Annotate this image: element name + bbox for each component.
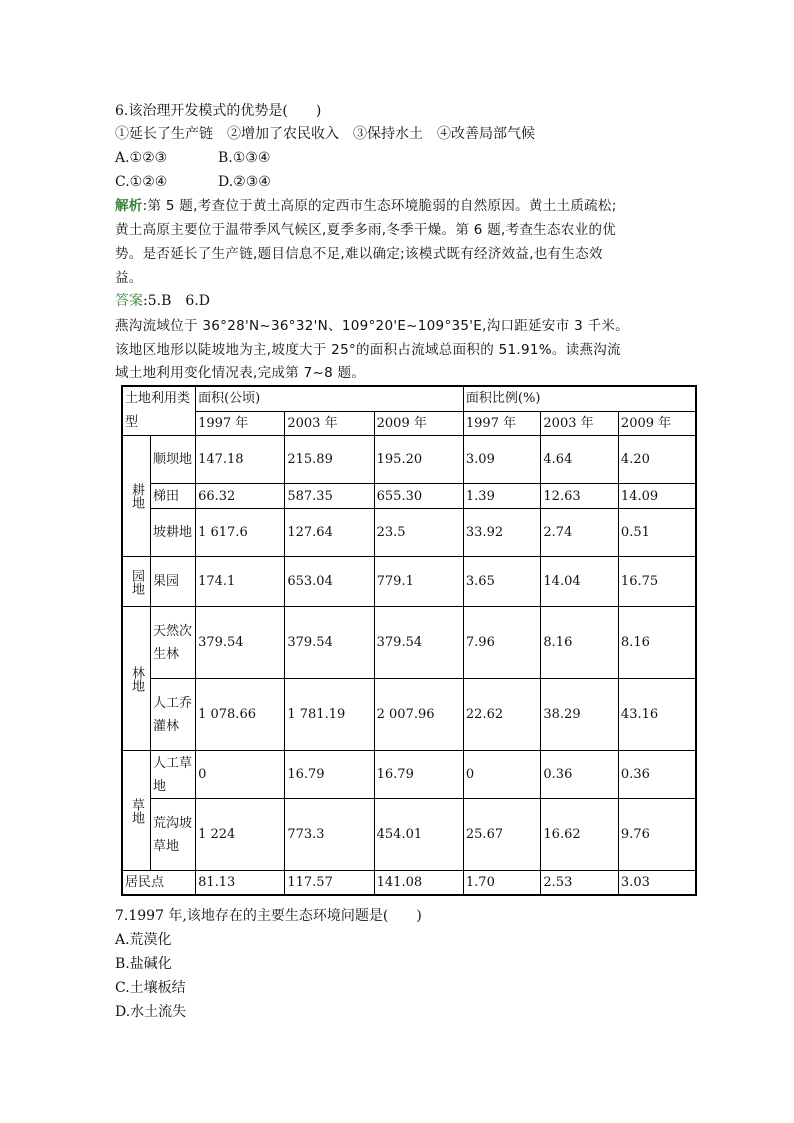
subtype-cell: 梯田 <box>151 484 196 509</box>
value-cell: 147.18 <box>196 436 285 484</box>
header-land-type: 土地利用类型 <box>122 386 196 436</box>
answer-label: 答案 <box>115 293 143 309</box>
subtype-cell: 顺坝地 <box>151 436 196 484</box>
subtype-cell: 果园 <box>151 557 196 607</box>
subtype-cell: 坡耕地 <box>151 509 196 557</box>
value-cell: 0.36 <box>541 751 619 799</box>
value-cell: 0.51 <box>618 509 696 557</box>
value-cell: 653.04 <box>285 557 374 607</box>
value-cell: 0 <box>196 751 285 799</box>
explanation-line-2: 黄土高原主要位于温带季风气候区,夏季多雨,冬季干燥。第 6 题,考查生态农业的优 <box>115 222 617 238</box>
subtype-cell: 人工乔灌林 <box>151 679 196 751</box>
value-cell: 33.92 <box>463 509 541 557</box>
subtype-cell: 荒沟坡草地 <box>151 799 196 871</box>
value-cell: 16.79 <box>285 751 374 799</box>
value-cell: 2.74 <box>541 509 619 557</box>
intro-line-2: 该地区地形以陡坡地为主,坡度大于 25°的面积占流域总面积的 51.91%。读燕沟流 <box>115 342 621 358</box>
intro-line-3: 域土地利用变化情况表,完成第 7~8 题。 <box>115 365 366 381</box>
value-cell: 1 078.66 <box>196 679 285 751</box>
value-cell: 4.64 <box>541 436 619 484</box>
value-cell: 1 224 <box>196 799 285 871</box>
value-cell: 12.63 <box>541 484 619 509</box>
value-cell: 779.1 <box>374 557 463 607</box>
answer-text: :5.B 6.D <box>143 293 210 309</box>
q7-option-c: C.土壤板结 <box>115 980 186 996</box>
answer-line <box>115 291 210 311</box>
q6-items: ①延长了生产链 ②增加了农民收入 ③保持水土 ④改善局部气候 <box>115 126 535 142</box>
value-cell: 25.67 <box>463 799 541 871</box>
value-cell: 8.16 <box>618 607 696 679</box>
value-cell: 16.75 <box>618 557 696 607</box>
value-cell: 16.62 <box>541 799 619 871</box>
value-cell: 43.16 <box>618 679 696 751</box>
value-cell: 379.54 <box>285 607 374 679</box>
value-cell: 0 <box>463 751 541 799</box>
q7-option-a: A.荒漠化 <box>115 932 172 948</box>
q6-option-b: B.①③④ <box>218 150 271 166</box>
value-cell: 14.04 <box>541 557 619 607</box>
header-ratio: 面积比例(%) <box>463 386 696 411</box>
explanation-label: 解析 <box>115 198 143 214</box>
explanation-line-1 <box>115 194 617 218</box>
value-cell: 2 007.96 <box>374 679 463 751</box>
q6-stem: 6.该治理开发模式的优势是( ) <box>115 103 322 119</box>
value-cell: 773.3 <box>285 799 374 871</box>
explanation-line-4: 益。 <box>115 270 143 286</box>
value-cell: 3.09 <box>463 436 541 484</box>
subtype-cell: 人工草地 <box>151 751 196 799</box>
value-cell: 141.08 <box>374 871 463 896</box>
value-cell: 4.20 <box>618 436 696 484</box>
value-cell: 8.16 <box>541 607 619 679</box>
value-cell: 1.39 <box>463 484 541 509</box>
year-header: 1997 年 <box>463 411 541 436</box>
header-area: 面积(公顷) <box>196 386 464 411</box>
value-cell: 22.62 <box>463 679 541 751</box>
value-cell: 379.54 <box>374 607 463 679</box>
q6-option-d: D.②③④ <box>218 174 271 190</box>
q7-option-d: D.水土流失 <box>115 1004 187 1020</box>
year-header: 2009 年 <box>374 411 463 436</box>
value-cell: 215.89 <box>285 436 374 484</box>
value-cell: 14.09 <box>618 484 696 509</box>
value-cell: 454.01 <box>374 799 463 871</box>
intro-line-1: 燕沟流域位于 36°28'N~36°32'N、109°20'E~109°35'E,沟口距延安市 3 千米。 <box>115 318 629 334</box>
group-forest: 林地 <box>122 607 151 751</box>
subtype-cell: 天然次生林 <box>151 607 196 679</box>
value-cell: 1.70 <box>463 871 541 896</box>
value-cell: 587.35 <box>285 484 374 509</box>
group-cropland: 耕地 <box>122 436 151 557</box>
q6-option-a: A.①②③ <box>115 150 168 166</box>
value-cell: 2.53 <box>541 871 619 896</box>
year-header: 2003 年 <box>541 411 619 436</box>
q7-stem: 7.1997 年,该地存在的主要生态环境问题是( ) <box>115 908 422 924</box>
value-cell: 38.29 <box>541 679 619 751</box>
q6-option-c: C.①②④ <box>115 174 168 190</box>
value-cell: 1 617.6 <box>196 509 285 557</box>
value-cell: 195.20 <box>374 436 463 484</box>
explanation-line-3: 势。是否延长了生产链,题目信息不足,难以确定;该模式既有经济效益,也有生态效 <box>115 246 603 262</box>
q7-option-b: B.盐碱化 <box>115 956 172 972</box>
value-cell: 3.03 <box>618 871 696 896</box>
value-cell: 7.96 <box>463 607 541 679</box>
value-cell: 655.30 <box>374 484 463 509</box>
value-cell: 9.76 <box>618 799 696 871</box>
value-cell: 23.5 <box>374 509 463 557</box>
value-cell: 117.57 <box>285 871 374 896</box>
year-header: 2003 年 <box>285 411 374 436</box>
group-grassland: 草地 <box>122 751 151 871</box>
value-cell: 379.54 <box>196 607 285 679</box>
value-cell: 3.65 <box>463 557 541 607</box>
value-cell: 16.79 <box>374 751 463 799</box>
year-header: 2009 年 <box>618 411 696 436</box>
value-cell: 66.32 <box>196 484 285 509</box>
group-settlement: 居民点 <box>122 871 196 896</box>
land-use-table <box>121 385 697 896</box>
value-cell: 127.64 <box>285 509 374 557</box>
value-cell: 174.1 <box>196 557 285 607</box>
value-cell: 1 781.19 <box>285 679 374 751</box>
value-cell: 0.36 <box>618 751 696 799</box>
group-orchard: 园地 <box>122 557 151 607</box>
value-cell: 81.13 <box>196 871 285 896</box>
year-header: 1997 年 <box>196 411 285 436</box>
explanation-text-1: :第 5 题,考查位于黄土高原的定西市生态环境脆弱的自然原因。黄土土质疏松; <box>142 198 617 214</box>
